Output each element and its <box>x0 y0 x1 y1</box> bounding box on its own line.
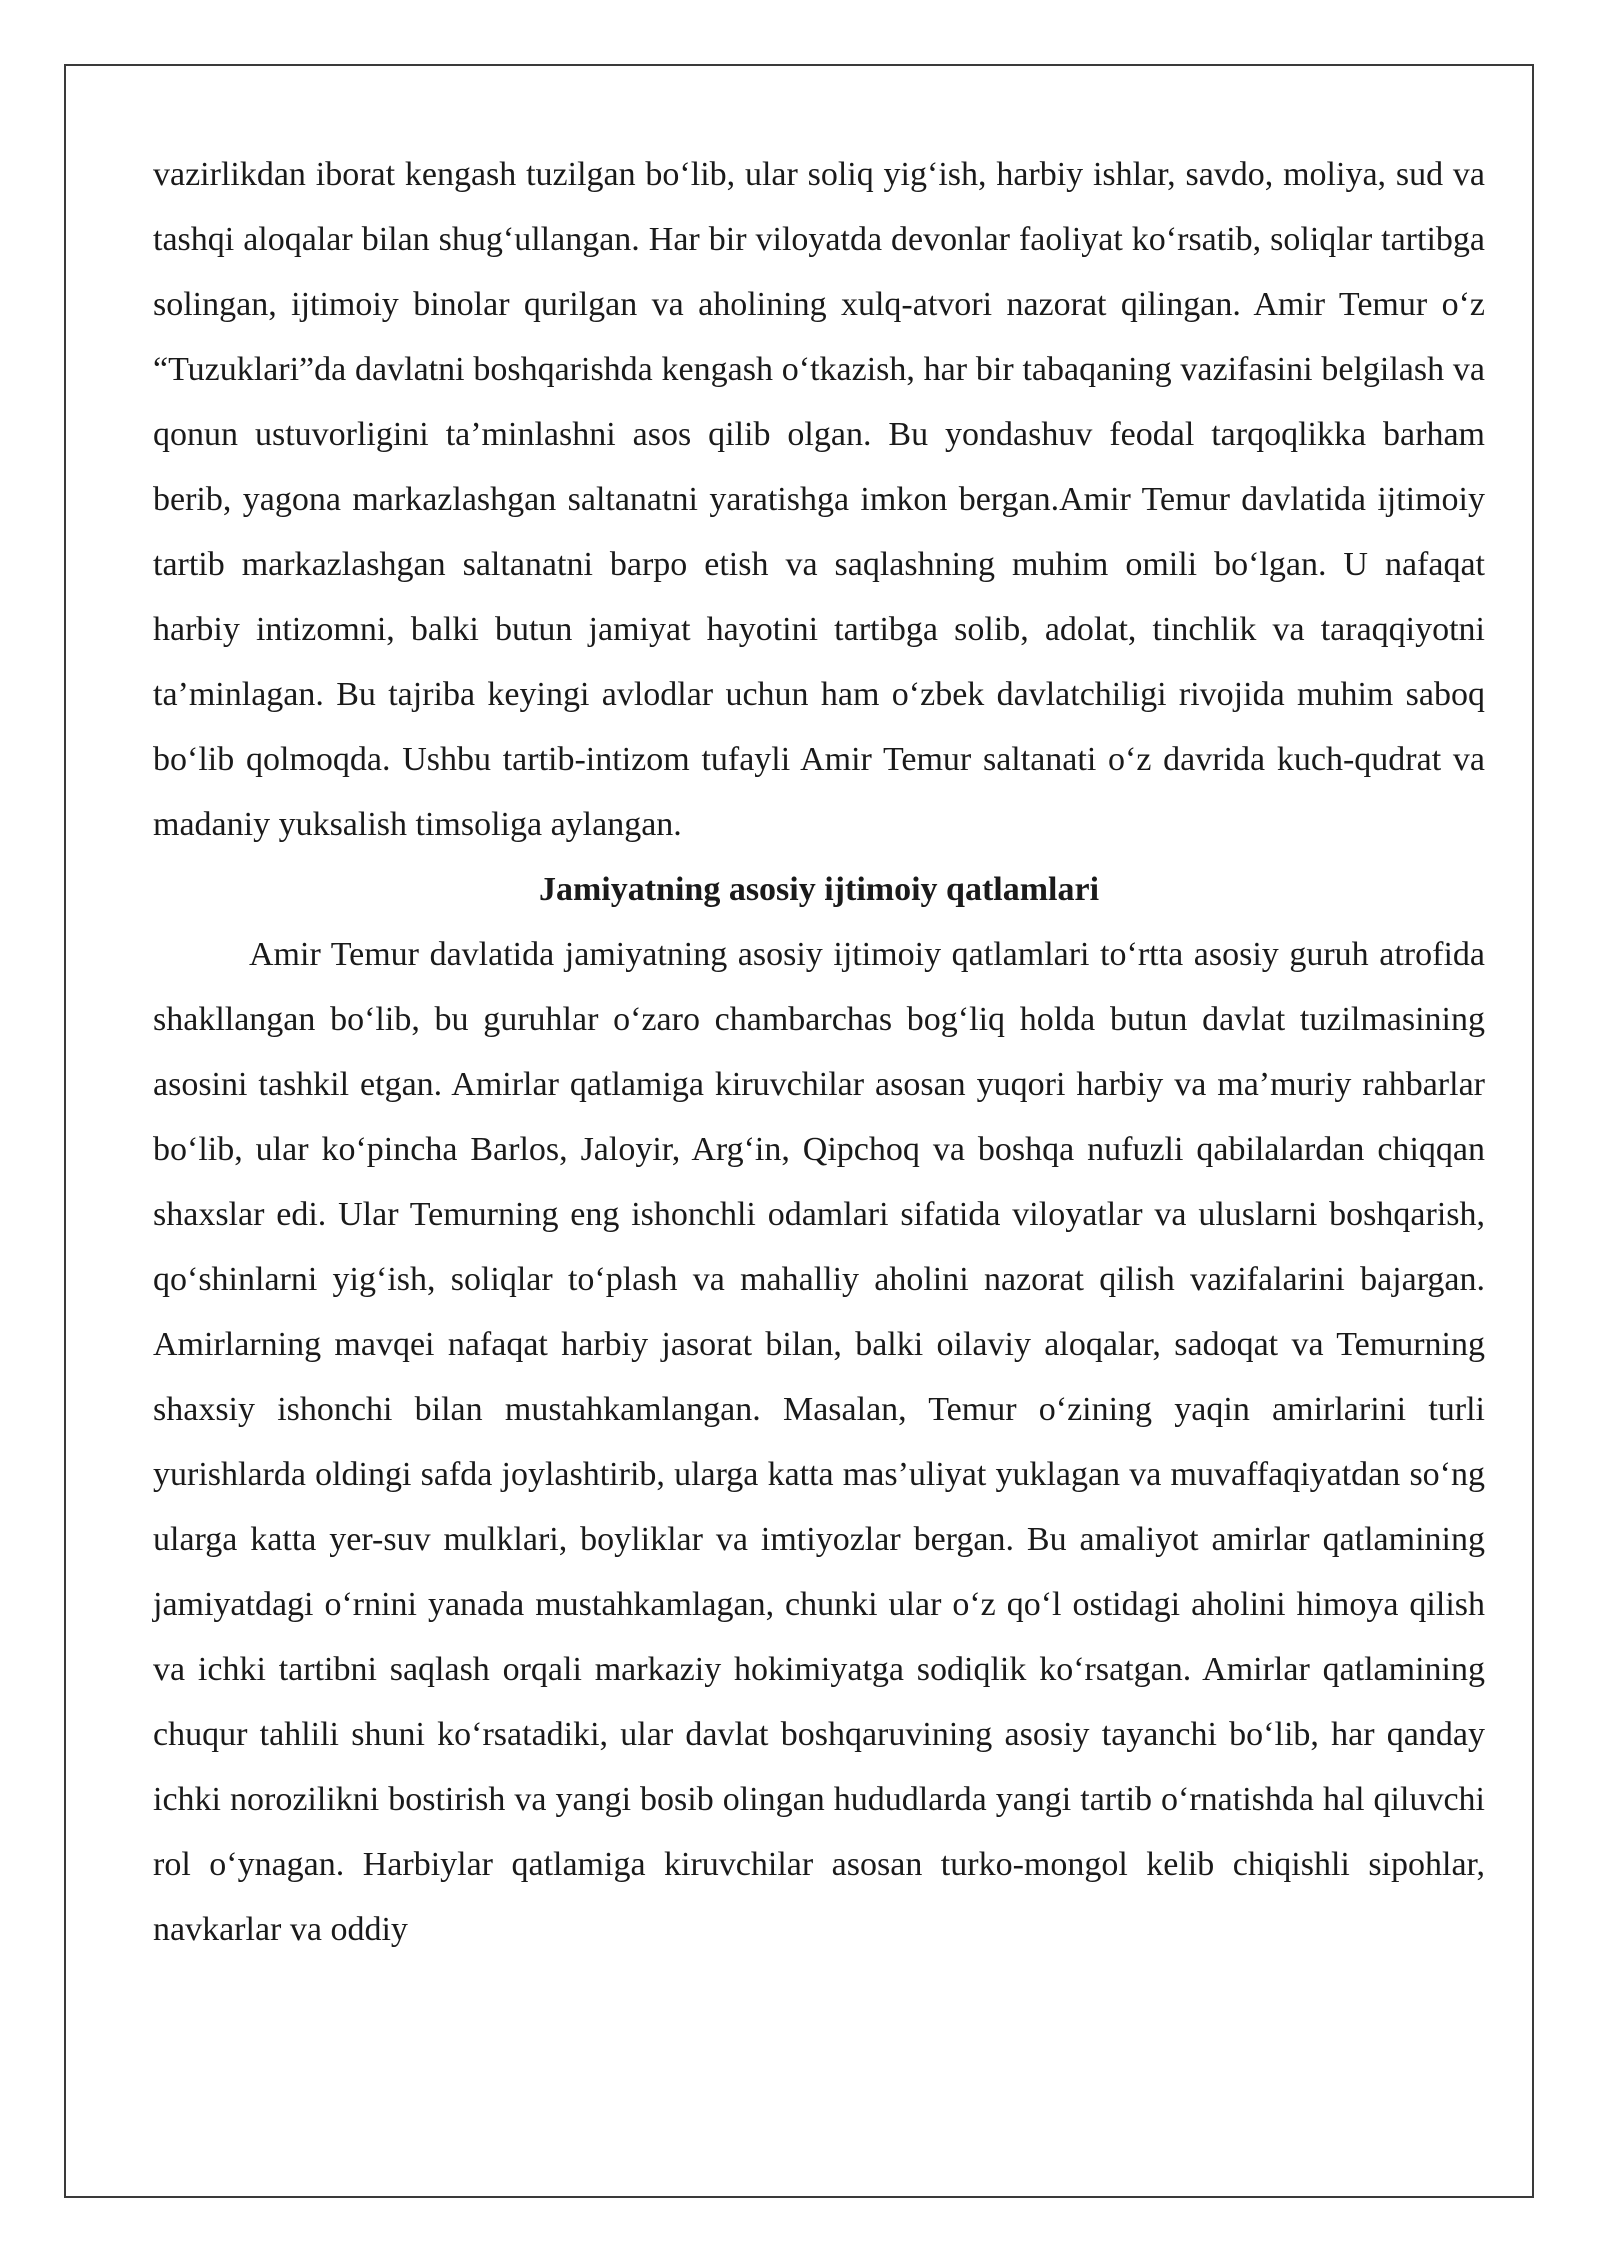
section-heading: Jamiyatning asosiy ijtimoiy qatlamlari <box>538 871 1100 908</box>
document-body <box>153 142 1485 1962</box>
paragraph-2: Amir Temur davlatida jamiyatning asosiy ijtimoiy qatlamlari to‘rtta asosiy guruh atrofida shakllangan bo‘lib, bu guruhlar o‘zaro chambarchas bog‘liq holda butun davlat tuzilmasining asosini tashkil etgan. Amirlar qatlamiga kiruvchilar asosan yuqori harbiy va ma’muriy rahbarlar bo‘lib, ular ko‘pincha Barlos, Jaloyir, Arg‘in, Qipchoq va boshqa nufuzli qabilalardan chiqqan shaxslar edi. Ular Temurning eng ishonchli odamlari sifatida viloyatlar va uluslarni boshqarish, qo‘shinlarni yig‘ish, soliqlar to‘plash va mahalliy aholini nazorat qilish vazifalarini bajargan. Amirlarning mavqei nafaqat harbiy jasorat bilan, balki oilaviy aloqalar, sadoqat va Temurning shaxsiy ishonchi bilan mustahkamlangan. Masalan, Temur o‘zining yaqin amirlarini turli yurishlarda oldingi safda joylashtirib, ularga katta mas’uliyat yuklagan va muvaffaqiyatdan so‘ng ularga katta yer-suv mulklari, boyliklar va imtiyozlar bergan. Bu amaliyot amirlar qatlamining jamiyatdagi o‘rnini yanada mustahkamlagan, chunki ular o‘z qo‘l ostidagi aholini himoya qilish va ichki tartibni saqlash orqali markaziy hokimiyatga sodiqlik ko‘rsatgan. Amirlar qatlamining chuqur tahlili shuni ko‘rsatadiki, ular davlat boshqaruvining asosiy tayanchi bo‘lib, har qanday ichki norozilikni bostirish va yangi bosib olingan hududlarda yangi tartib o‘rnatishda hal qiluvchi rol o‘ynagan. Harbiylar qatlamiga kiruvchilar asosan turko-mongol kelib chiqishli sipohlar, navkarlar va oddiy <box>153 936 1485 1948</box>
paragraph-1: vazirlikdan iborat kengash tuzilgan bo‘lib, ular soliq yig‘ish, harbiy ishlar, savdo, moliya, sud va tashqi aloqalar bilan shug‘ullangan. Har bir viloyatda devonlar faoliyat ko‘rsatib, soliqlar tartibga solingan, ijtimoiy binolar qurilgan va aholining xulq-atvori nazorat qilingan. Amir Temur o‘z “Tuzuklari”da davlatni boshqarishda kengash o‘tkazish, har bir tabaqaning vazifasini belgilash va qonun ustuvorligini ta’minlashni asos qilib olgan. Bu yondashuv feodal tarqoqlikka barham berib, yagona markazlashgan saltanatni yaratishga imkon bergan.Amir Temur davlatida ijtimoiy tartib markazlashgan saltanatni barpo etish va saqlashning muhim omili bo‘lgan. U nafaqat harbiy intizomni, balki butun jamiyat hayotini tartibga solib, adolat, tinchlik va taraqqiyotni ta’minlagan. Bu tajriba keyingi avlodlar uchun ham o‘zbek davlatchiligi rivojida muhim saboq bo‘lib qolmoqda. Ushbu tartib-intizom tufayli Amir Temur saltanati o‘z davrida kuch-qudrat va madaniy yuksalish timsoliga aylangan. <box>153 156 1485 843</box>
